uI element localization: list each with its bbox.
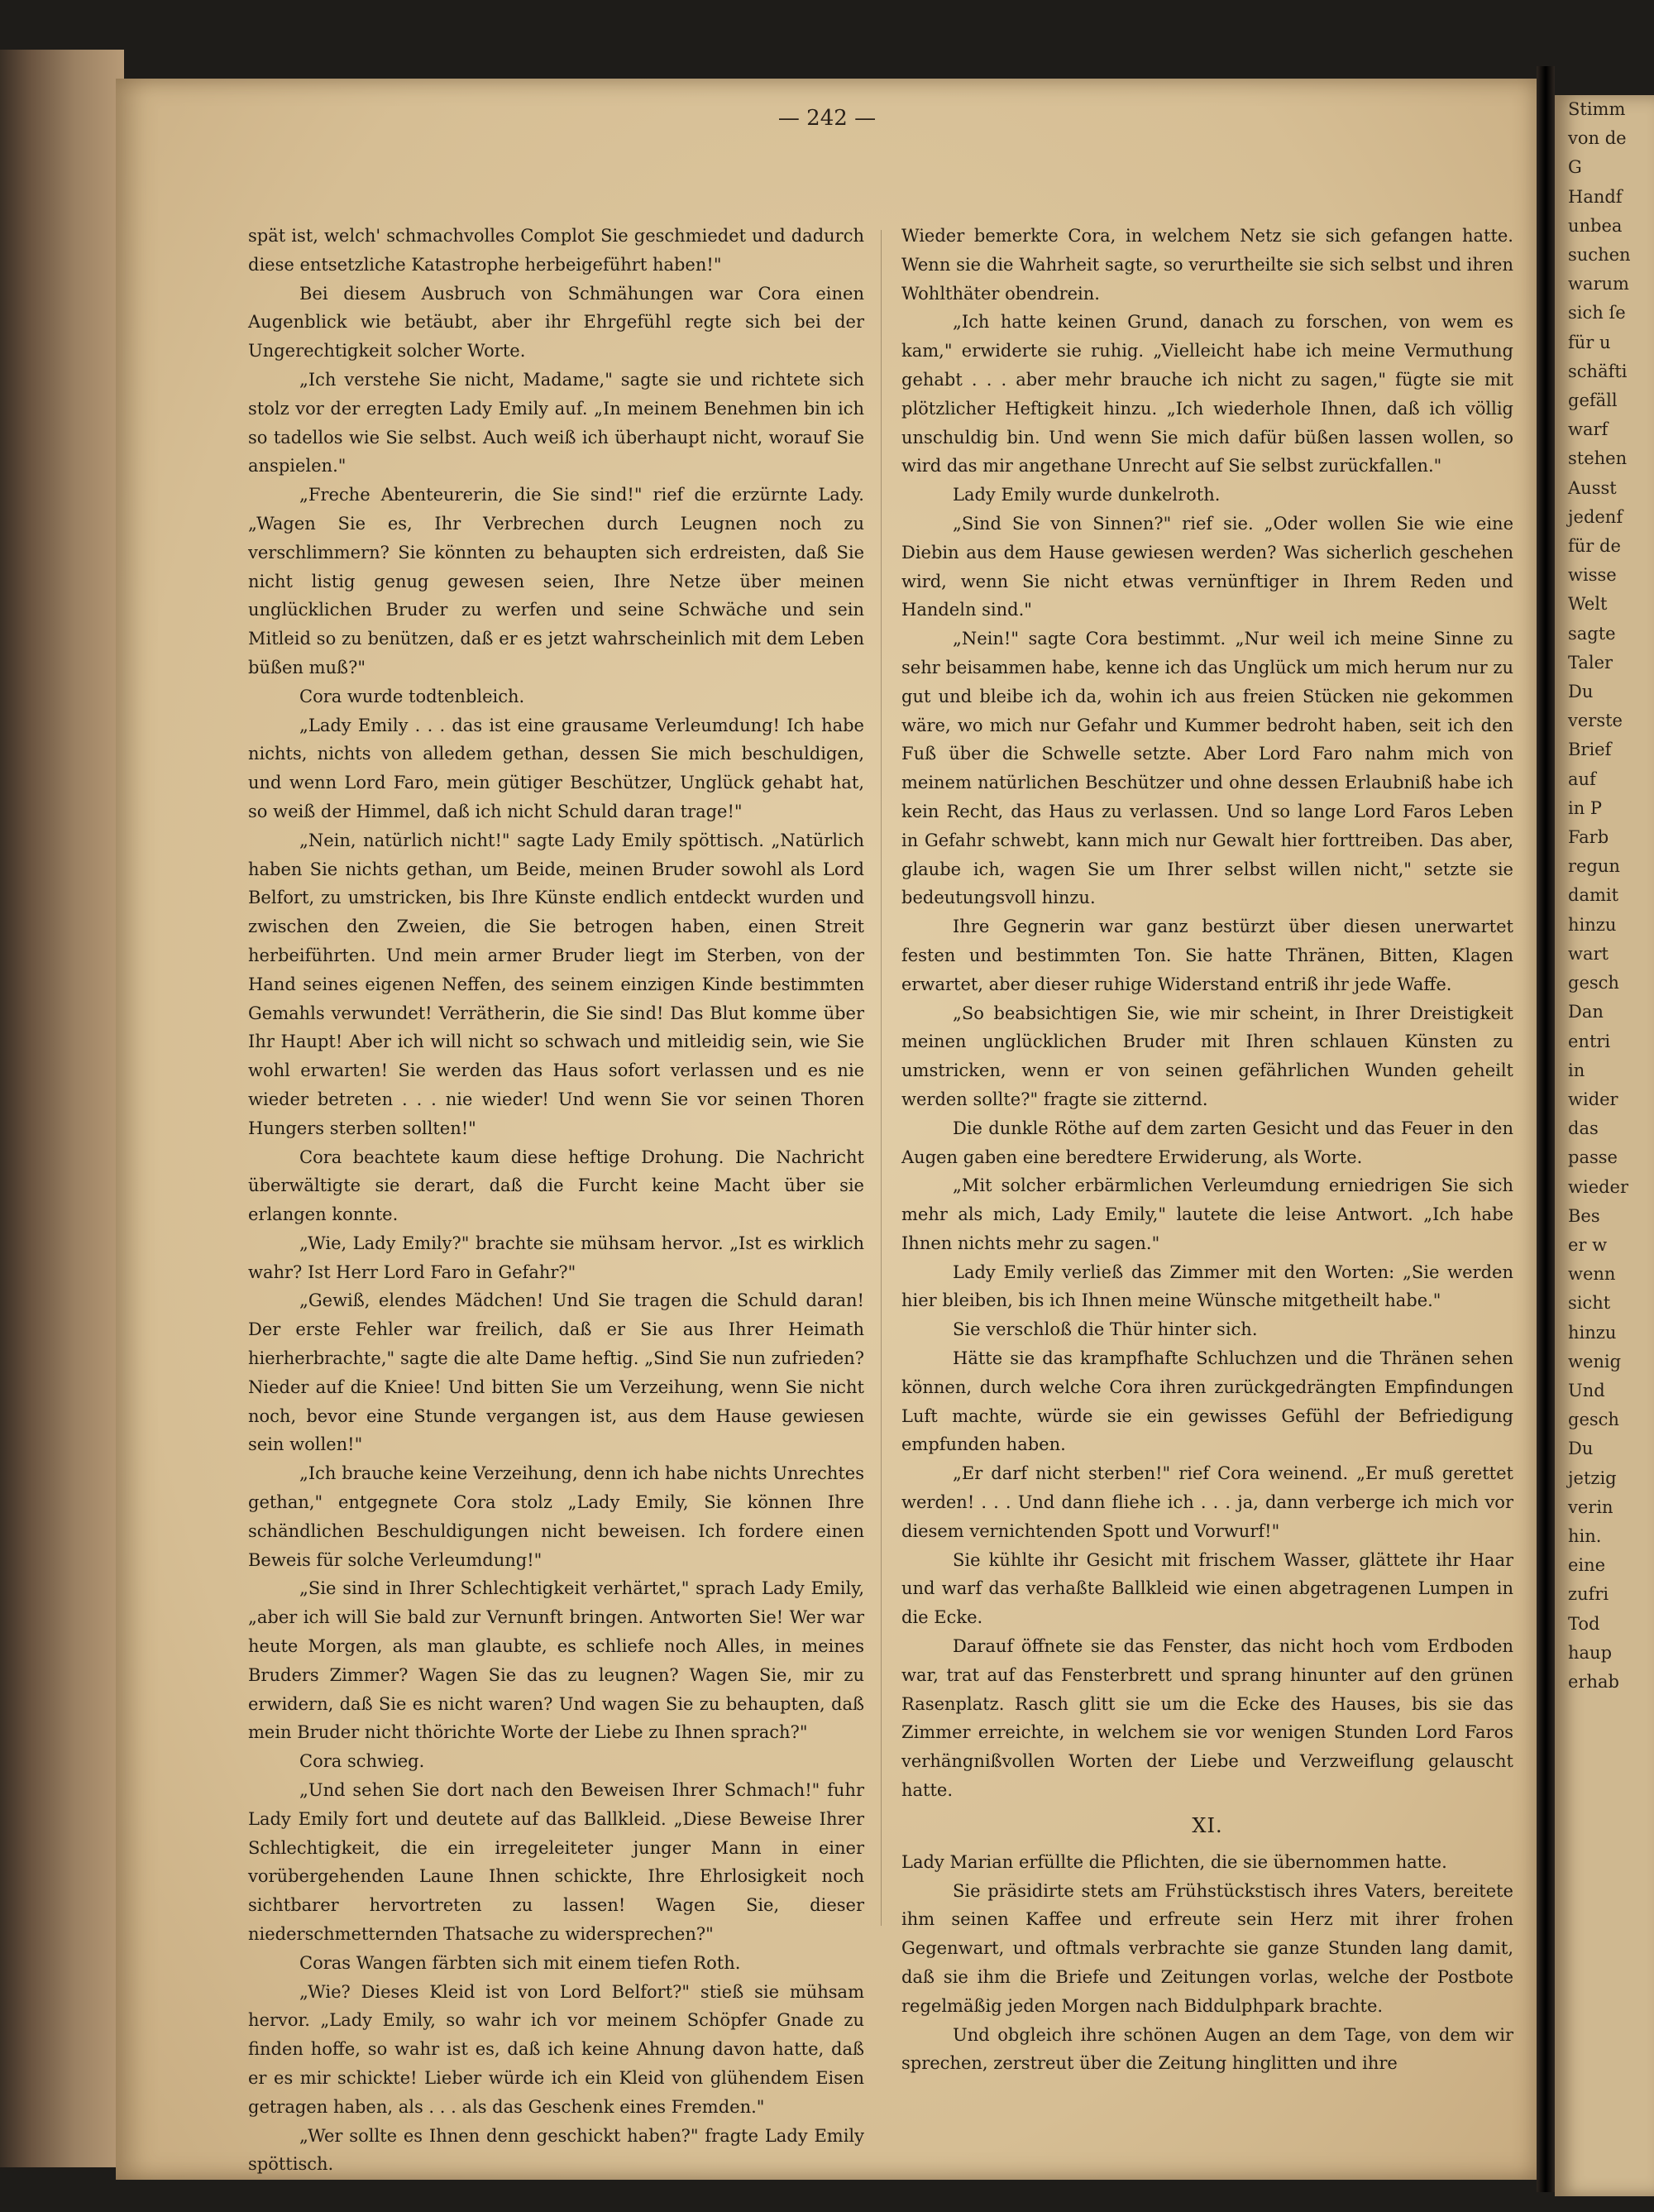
next-page-word: damit (1568, 885, 1619, 906)
paragraph: „Sind Sie von Sinnen?" rief sie. „Oder wollen Sie wie eine Diebin aus dem Hause gewiesen werden? Was sicherlich geschehen wird, wenn Sie nicht etwas vernünftiger in Ihrem Reden und Handeln sind." (901, 513, 1513, 620)
paragraph: „Wer sollte es Ihnen denn geschickt haben?" fragte Lady Emily spöttisch. (248, 2125, 864, 2175)
book-gutter (1537, 66, 1555, 2192)
next-page-word: hin. (1568, 1525, 1602, 1546)
next-page-word: Dan (1568, 1002, 1604, 1022)
next-page-word: wider (1568, 1089, 1618, 1109)
paragraph: Die dunkle Röthe auf dem zarten Gesicht und das Feuer in den Augen gaben eine beredtere Erwiderung, als Worte. (901, 1118, 1513, 1167)
next-page-word: wisse (1568, 565, 1617, 586)
paragraph: „Er darf nicht sterben!" rief Cora weinend. „Er muß gerettet werden! . . . Und dann fliehe ich . . . ja, dann verberge ich mich vor diesem vernichtenden Spott und Vorwurf!" (901, 1463, 1513, 1541)
next-page-word: sagte (1568, 623, 1616, 644)
next-page-word: verin (1568, 1496, 1613, 1517)
next-page-word: regun (1568, 856, 1620, 877)
next-page-word: jetzig (1568, 1467, 1617, 1488)
next-page-word: gesch (1568, 973, 1619, 993)
next-page-word: Stimm (1568, 99, 1626, 119)
paragraph: Hätte sie das krampfhafte Schluchzen und die Thränen sehen können, durch welche Cora ihren zurückgedrängten Empfindungen Luft machte, würde sie ein gewisses Gefühl der Befriedigung empfunden haben. (901, 1348, 1513, 1455)
right-column-text (901, 222, 1513, 1805)
next-page-word: wart (1568, 943, 1609, 964)
chapter-heading: XI. (1192, 1813, 1223, 1837)
paragraph: „Gewiß, elendes Mädchen! Und Sie tragen die Schuld daran! Der erste Fehler war freilich, daß er Sie aus Ihrer Heimath hierherbrachte," sagte die alte Dame heftig. „Sind Sie nun zufrieden? Nieder auf die Kniee! Und bitten Sie um Verzeihung, wenn Sie nicht noch, bevor eine Stunde vergangen ist, aus dem Hause gewiesen sein wollen!" (248, 1290, 864, 1455)
paragraph: „Mit solcher erbärmlichen Verleumdung erniedrigen Sie sich mehr als mich, Lady Emily," lautete die leise Antwort. „Ich habe Ihnen nichts mehr zu sagen." (901, 1175, 1513, 1253)
text-column-left (248, 222, 864, 2179)
next-page-word: Du (1568, 682, 1594, 702)
next-page-word: Welt (1568, 594, 1608, 615)
paragraph: Sie kühlte ihr Gesicht mit frischem Wasser, glättete ihr Haar und warf das verhaßte Ballkleid wie einen abgetragenen Lumpen in die Ecke. (901, 1549, 1513, 1628)
next-page-word: erhab (1568, 1671, 1619, 1692)
paragraph: Ihre Gegnerin war ganz bestürzt über diesen unerwartet festen und bestimmten Ton. Sie hatte Thränen, Bitten, Klagen erwartet, aber dieser ruhige Widerstand entriß ihr jede Waffe. (901, 917, 1513, 994)
paragraph: Bei diesem Ausbruch von Schmähungen war Cora einen Augenblick wie betäubt, aber ihr Ehrgefühl regte sich bei der Ungerechtigkeit solcher Worte. (248, 283, 864, 361)
next-page-word: Tod (1568, 1613, 1600, 1634)
next-page-word: Du (1568, 1439, 1594, 1459)
next-page-word: jedenf (1568, 506, 1623, 527)
next-page-word: G (1568, 157, 1582, 178)
paragraph: „Freche Abenteurerin, die Sie sind!" rief die erzürnte Lady. „Wagen Sie es, Ihr Verbrechen durch Leugnen noch zu verschlimmern? Sie könnten zu behaupten sich erdreisten, daß Sie nicht listig genug gewesen seien, Ihre Netze über meinen unglücklichen Bruder zu werfen und seine Schwäche und sein Mitleid so zu benützen, daß er es jetzt wahrscheinlich mit dem Leben büßen muß?" (248, 485, 864, 677)
next-page-word: entri (1568, 1031, 1611, 1051)
paragraph: „Und sehen Sie dort nach den Beweisen Ihrer Schmach!" fuhr Lady Emily fort und deutete auf das Ballkleid. „Diese Beweise Ihrer Schlechtigkeit, die ein irregeleiteter junger Mann in einer vorübergehenden Laune Ihnen schickte, Ihre Ehrlosigkeit noch sichtbarer hervortreten zu lassen! Wagen Sie, dieser niederschmetternden Thatsache zu widersprechen?" (248, 1780, 864, 1945)
page-number: — 242 — (777, 106, 877, 131)
paragraph: „Nein!" sagte Cora bestimmt. „Nur weil ich meine Sinne zu sehr beisammen habe, kenne ich das Unglück um mich herum nur zu gut und bleibe ich da, wohin ich aus freien Stücken nie gekommen wäre, wo mich nur Gefahr und Kummer bedroht haben, seit ich den Fuß über die Schwelle setzte. Aber Lord Faro nahm mich von meinem natürlichen Beschützer und ohne dessen Erlaubniß habe ich kein Recht, das Haus zu verlassen. Und so lange Lord Faros Leben in Gefahr schwebt, kann mich nur Gewalt hier forttreiben. Das aber, glaube ich, wagen Sie um Ihrer selbst willen nicht," setzte sie bedeutungsvoll hinzu. (901, 629, 1513, 908)
next-page-word: gesch (1568, 1410, 1619, 1430)
next-page-word: zufri (1568, 1584, 1609, 1605)
next-page-word: Farb (1568, 827, 1609, 848)
chapter-text (901, 1848, 1513, 2078)
paragraph: Lady Emily verließ das Zimmer mit den Worten: „Sie werden hier bleiben, bis ich Ihnen meine Wünsche mitgetheilt habe." (901, 1262, 1513, 1311)
book-edge (0, 50, 124, 2167)
paragraph: „So beabsichtigen Sie, wie mir scheint, in Ihrer Dreistigkeit meinen unglücklichen Bruder mit Ihren schlauen Künsten zu umstricken, wenn er von seinen gefährlichen Wunden geheilt werden sollte?" fragte sie zitternd. (901, 1003, 1513, 1109)
next-page-word: auf (1568, 768, 1596, 789)
next-page-edge (1555, 95, 1654, 2196)
next-page-word: er w (1568, 1234, 1608, 1255)
paragraph: „Wie? Dieses Kleid ist von Lord Belfort?" stieß sie mühsam hervor. „Lady Emily, so wahr ich vor meinem Schöpfer Gnade zu finden hoffe, so wahr ist es, daß ich keine Ahnung davon hatte, daß er es mir schickte! Lieber würde ich ein Kleid von glühendem Eisen getragen haben, als . . . als das Geschenk eines Fremden." (248, 1981, 864, 2117)
next-page-word: passe (1568, 1147, 1618, 1168)
paragraph: „Nein, natürlich nicht!" sagte Lady Emily spöttisch. „Natürlich haben Sie nichts gethan, um Beide, meinen Bruder sowohl als Lord Belfort, zu umstricken, bis Ihre Künste endlich entdeckt wurden und zwischen den Zweien, die Sie betrogen haben, einen Streit herbeiführten. Und mein armer Bruder liegt im Sterben, von der Hand seines eigenen Neffen, des seinem einzigen Kinde bestimmten Gemahls verwundet! Verrätherin, die Sie sind! Das Blut komme über Ihr Haupt! Aber ich will nicht so schwach und mitleidig sein, wie Sie wohl erwarten! Sie werden das Haus sofort verlassen und es nie wieder betreten . . . nie wieder! Und wenn Sie vor seinen Thoren Hungers sterben sollten!" (248, 830, 864, 1138)
next-page-word: sich ſe (1568, 303, 1626, 323)
next-page-word: wenig (1568, 1351, 1622, 1372)
paragraph: „Wie, Lady Emily?" brachte sie mühsam hervor. „Ist es wirklich wahr? Ist Herr Lord Faro in Gefahr?" (248, 1233, 864, 1282)
next-page-word: hinzu (1568, 914, 1617, 935)
next-page-word: verste (1568, 711, 1623, 731)
next-page-word: Und (1568, 1380, 1605, 1400)
paragraph: „Ich brauche keine Verzeihung, denn ich habe nichts Unrechtes gethan," entgegnete Cora stolz „Lady Emily, Sie können Ihre schändlichen Beschuldigungen nicht beweisen. Ich fordere einen Beweis für solche Verleumdung!" (248, 1463, 864, 1570)
next-page-word: haup (1568, 1642, 1613, 1663)
next-page-word: warf (1568, 419, 1609, 440)
next-page-word: Brief (1568, 740, 1612, 760)
next-page-word: in P (1568, 797, 1603, 818)
paragraph: „Ich hatte keinen Grund, danach zu forschen, von wem es kam," erwiderte sie ruhig. „Vielleicht habe ich meine Vermuthung gehabt . . . aber mehr brauche ich nicht zu sagen," fügte sie mit plötzlicher Heftigkeit hinzu. „Ich wiederhole Ihnen, daß ich völlig unschuldig bin. Und wenn Sie mich dafür büßen lassen wollen, so wird das mir angethane Unrecht auf Sie selbst zurückfallen." (901, 312, 1513, 476)
paragraph: Cora schwieg. (299, 1751, 425, 1772)
paragraph: „Ich verstehe Sie nicht, Madame," sagte sie und richtete sich stolz vor der erregten Lady Emily auf. „In meinem Benehmen bin ich so tadellos wie Sie selbst. Auch weiß ich überhaupt nicht, worauf Sie anspielen." (248, 369, 864, 476)
paragraph: Coras Wangen färbten sich mit einem tiefen Roth. (299, 1952, 741, 1973)
next-page-word: Bes (1568, 1205, 1600, 1226)
next-page-word: Handf (1568, 186, 1623, 207)
paragraph: Cora wurde todtenbleich. (299, 686, 525, 706)
paragraph: Sie präsidirte stets am Frühstückstisch ihres Vaters, bereitete ihm seinen Kaffee und erfreute sein Herz mit ihrer frohen Gegenwart, und oftmals verbrachte sie ganze Stunden lang damit, daß sie ihm die Briefe und Zeitungen vorlas, welche der Postbote regelmäßig jeden Morgen nach Biddulphpark brachte. (901, 1880, 1513, 2016)
next-page-word: hinzu (1568, 1322, 1617, 1343)
next-page-word: das (1568, 1118, 1599, 1139)
paragraph: spät ist, welch' schmachvolles Complot Sie geschmiedet und dadurch diese entsetzliche Katastrophe herbeigeführt haben!" (248, 226, 864, 275)
next-page-word: wenn (1568, 1264, 1616, 1285)
paragraph: „Sie sind in Ihrer Schlechtigkeit verhärtet," sprach Lady Emily, „aber ich will Sie bald zur Vernunft bringen. Antworten Sie! Wer war heute Morgen, als man glaubte, es schliefe noch Alles, in meines Bruders Zimmer? Wagen Sie das zu leugnen? Wagen Sie, mir zu erwidern, daß Sie es nicht waren? Und wagen Sie zu behaupten, daß mein Bruder nicht thörichte Worte der Liebe zu Ihnen sprach?" (248, 1578, 864, 1743)
paragraph: „Lady Emily . . . das ist eine grausame Verleumdung! Ich habe nichts, nichts von alledem gethan, dessen Sie mich beschuldigen, und wenn Lord Faro, mein gütiger Beschützer, Unglück gehabt hat, so weiß der Himmel, daß ich nicht Schuld daran trage!" (248, 715, 864, 821)
next-page-word: von de (1568, 128, 1627, 149)
next-page-word: gefäll (1568, 390, 1618, 411)
next-page-word: Ausst (1568, 477, 1617, 498)
next-page-word: stehen (1568, 448, 1628, 469)
next-page-word: in (1568, 1060, 1585, 1080)
paragraph: Und obgleich ihre schönen Augen an dem Tage, von dem wir sprechen, zerstreut über die Zeitung hinglitten und ihre (901, 2024, 1513, 2074)
next-page-word: schäfti (1568, 361, 1628, 381)
next-page-word: Taler (1568, 652, 1613, 673)
next-page-word: warum (1568, 274, 1629, 294)
text-column-right (901, 222, 1513, 2078)
paragraph: Wieder bemerkte Cora, in welchem Netz sie sich gefangen hatte. Wenn sie die Wahrheit sagte, so verurtheilte sie sich selbst und ihren Wohlthäter obendrein. (901, 226, 1513, 304)
paragraph: Lady Emily wurde dunkelroth. (953, 485, 1221, 505)
paragraph: Lady Marian erfüllte die Pflichten, die sie übernommen hatte. (901, 1851, 1447, 1872)
column-divider (881, 230, 882, 1926)
next-page-word: suchen (1568, 245, 1631, 266)
next-page-word: wieder (1568, 1176, 1629, 1197)
paragraph: Sie verschloß die Thür hinter sich. (953, 1319, 1258, 1340)
paragraph: Darauf öffnete sie das Fenster, das nicht hoch vom Erdboden war, trat auf das Fensterbrett und sprang hinunter auf den grünen Rasenplatz. Rasch glitt sie um die Ecke des Hauses, bis sie das Zimmer erreichte, in welchem sie vor wenigen Stunden Lord Faros verhängnißvollen Worten der Liebe und Verzweiflung gelauscht hatte. (901, 1636, 1513, 1801)
next-page-word: für u (1568, 332, 1611, 352)
next-page-word: für de (1568, 536, 1621, 557)
next-page-word: sicht (1568, 1293, 1611, 1314)
paragraph: Cora beachtete kaum diese heftige Drohung. Die Nachricht überwältigte sie derart, daß die Furcht keine Macht über sie erlangen konnte. (248, 1147, 864, 1225)
next-page-word: unbea (1568, 215, 1623, 236)
next-page-word: eine (1568, 1555, 1606, 1576)
